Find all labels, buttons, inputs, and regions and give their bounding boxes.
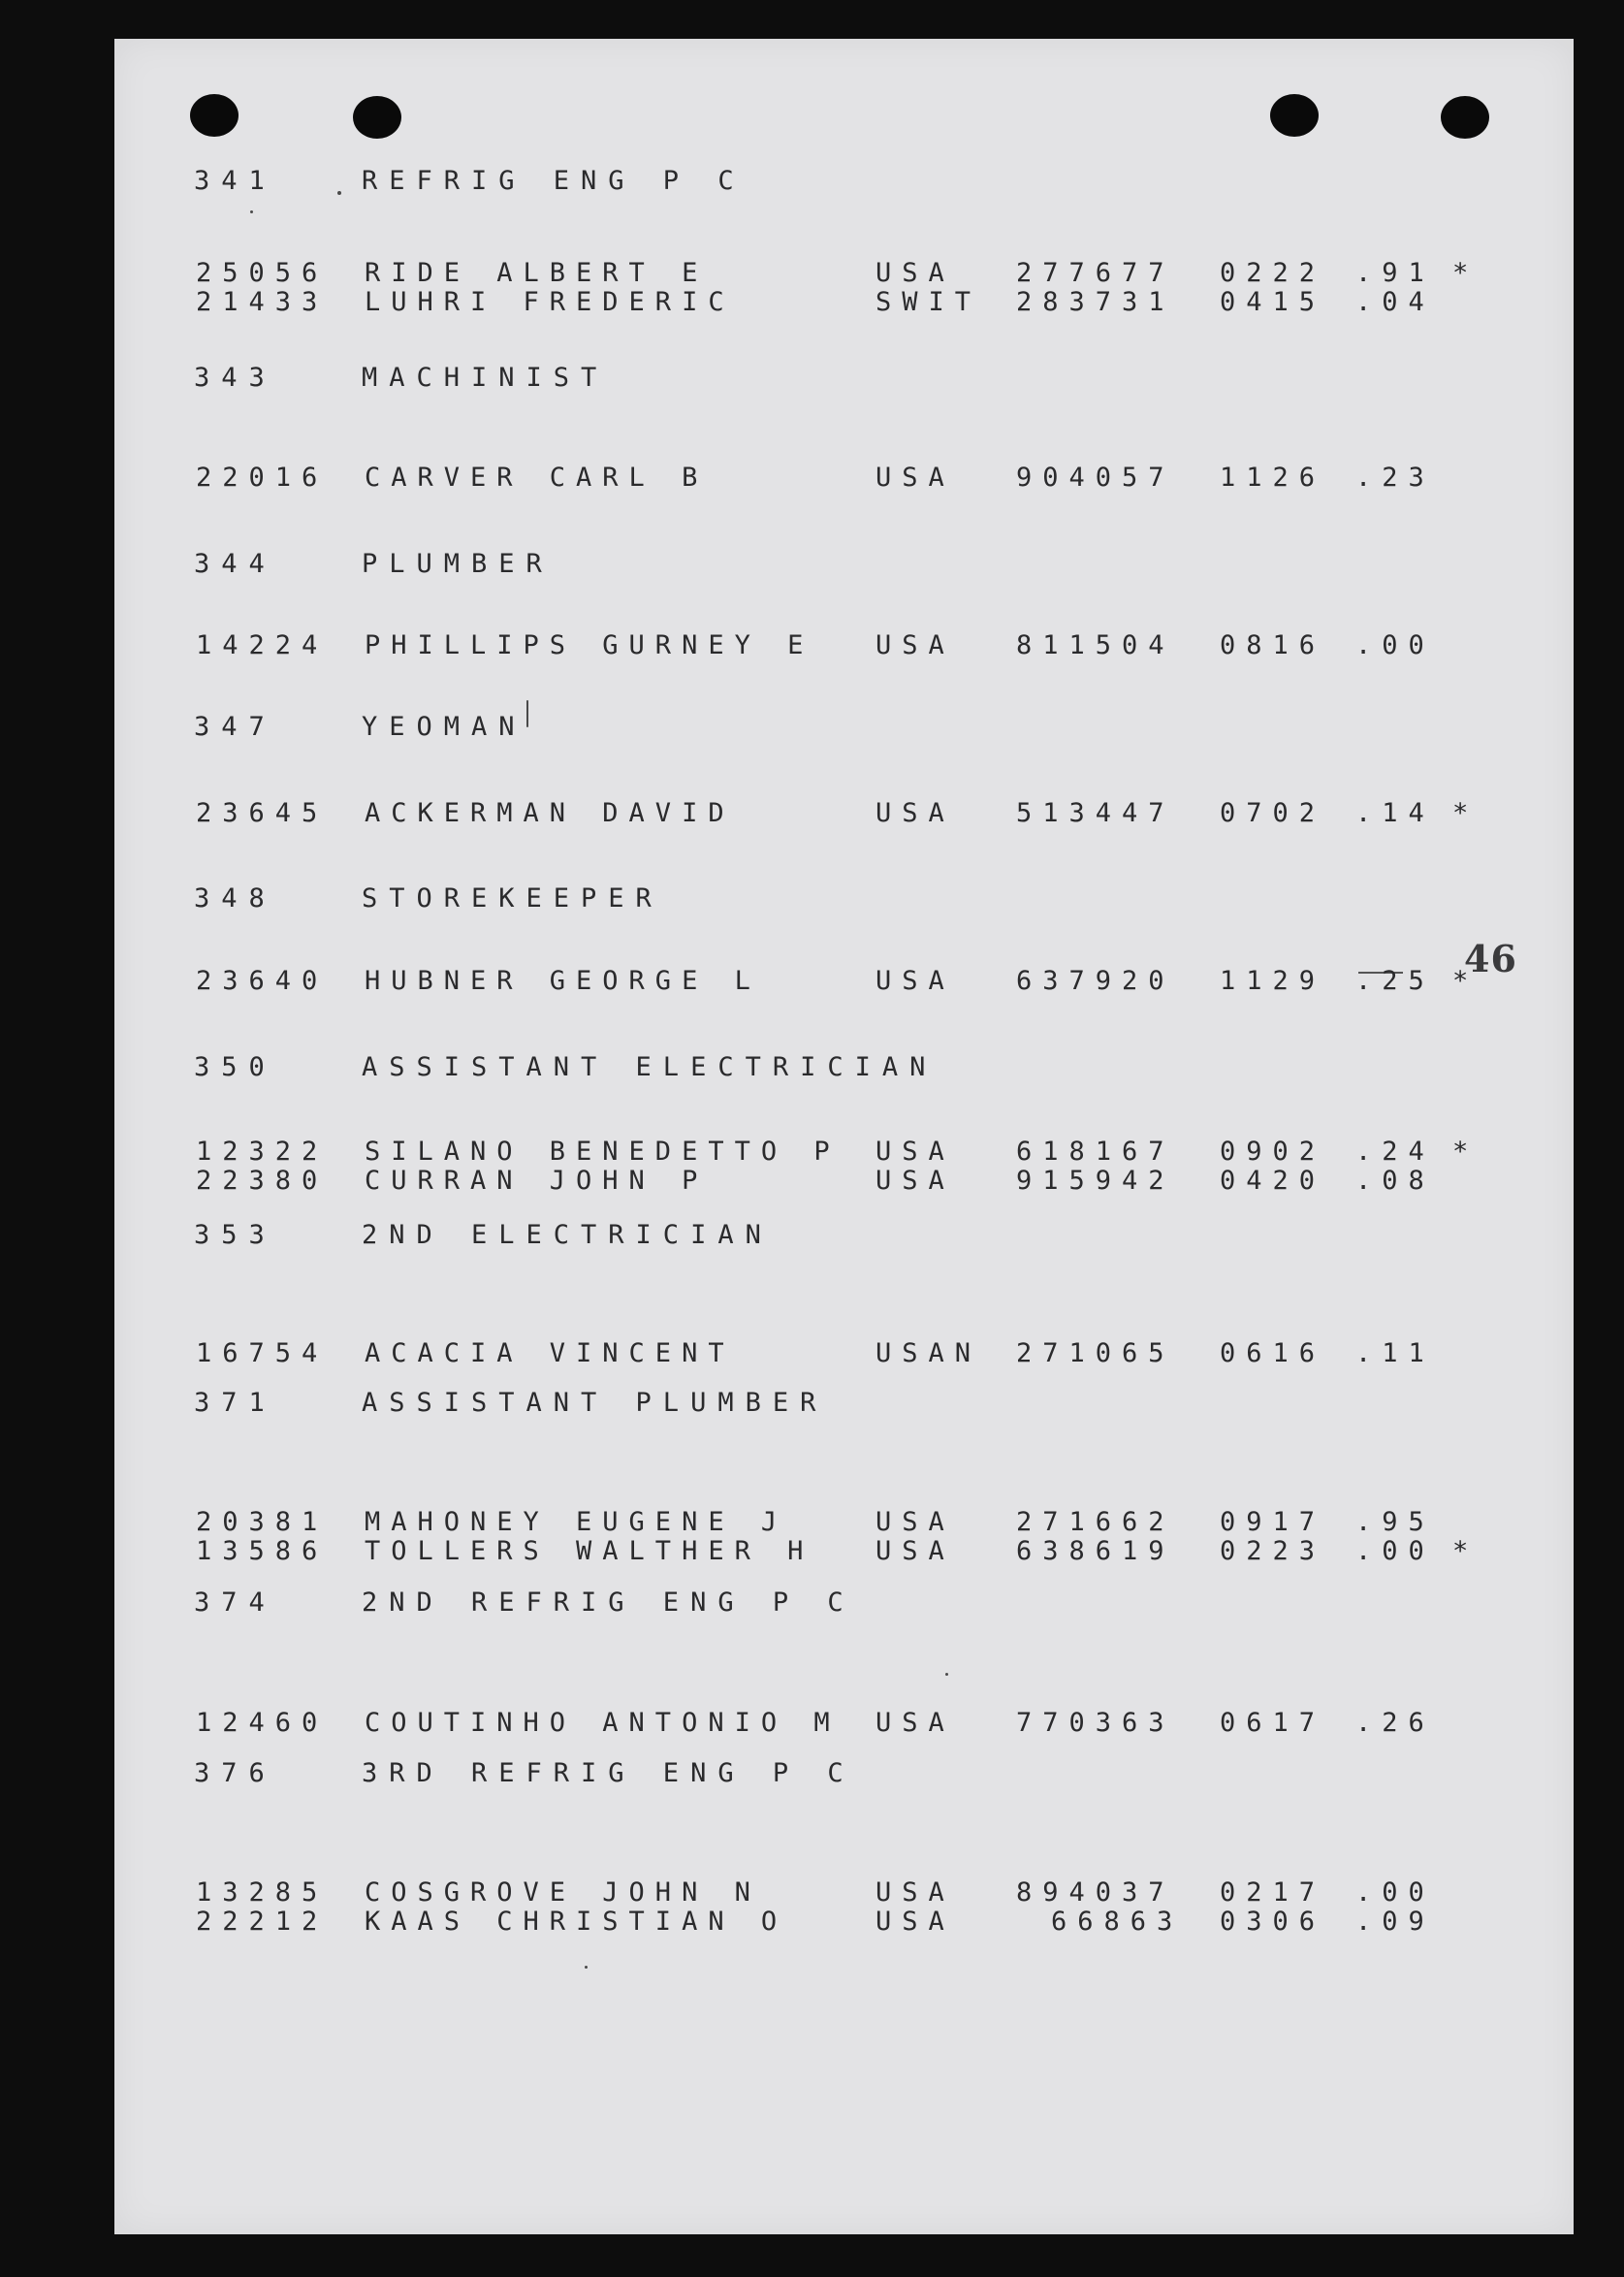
category-title: 3RD REFRIG ENG P C [362, 1758, 855, 1788]
record-amount: .09 [1355, 1907, 1435, 1937]
record-date: 0223 [1220, 1536, 1326, 1566]
record-id: 513447 [1016, 798, 1175, 828]
category-title: PLUMBER [362, 549, 554, 579]
record-date: 0917 [1220, 1507, 1326, 1537]
record-id: 271662 [1016, 1507, 1175, 1537]
record-amount: .04 [1355, 287, 1435, 317]
punch-hole [353, 96, 401, 139]
record-number: 20381 [196, 1507, 329, 1537]
record-name: LUHRI FREDERIC [365, 287, 735, 317]
handwritten-page-number: 46 [1464, 937, 1517, 980]
record-id: 904057 [1016, 463, 1175, 493]
record-name: ACACIA VINCENT [365, 1338, 735, 1368]
record-number: 16754 [196, 1338, 329, 1368]
record-date: 0616 [1220, 1338, 1326, 1368]
record-amount: .91 [1355, 258, 1435, 288]
record-id: 770363 [1016, 1708, 1175, 1738]
record-number: 23645 [196, 798, 329, 828]
category-code: 350 [194, 1052, 276, 1082]
record-nationality: USA [876, 630, 955, 660]
record-nationality: SWIT [876, 287, 982, 317]
category-code: 341 [194, 166, 276, 196]
record-date: 0420 [1220, 1166, 1326, 1196]
record-nationality: USA [876, 1536, 955, 1566]
record-id: 277677 [1016, 258, 1175, 288]
record-number: 12322 [196, 1137, 329, 1167]
record-id: 618167 [1016, 1137, 1175, 1167]
record-nationality: USA [876, 1877, 955, 1908]
record-name: KAAS CHRISTIAN O [365, 1907, 788, 1937]
category-title: MACHINIST [362, 363, 609, 393]
record-nationality: USA [876, 798, 955, 828]
record-name: HUBNER GEORGE L [365, 966, 761, 996]
record-name: COUTINHO ANTONIO M [365, 1708, 841, 1738]
category-code: 348 [194, 883, 276, 914]
record-asterisk-mark: * [1452, 1536, 1480, 1566]
record-asterisk-mark: * [1452, 1137, 1480, 1167]
record-date: 0415 [1220, 287, 1326, 317]
record-name: SILANO BENEDETTO P [365, 1137, 841, 1167]
record-date: 0222 [1220, 258, 1326, 288]
category-code: 371 [194, 1388, 276, 1418]
record-name: PHILLIPS GURNEY E [365, 630, 814, 660]
record-number: 13586 [196, 1536, 329, 1566]
record-date: 1129 [1220, 966, 1326, 996]
record-id: 283731 [1016, 287, 1175, 317]
category-code: 376 [194, 1758, 276, 1788]
record-nationality: USA [876, 1137, 955, 1167]
record-date: 0702 [1220, 798, 1326, 828]
record-date: 0902 [1220, 1137, 1326, 1167]
record-number: 12460 [196, 1708, 329, 1738]
category-title: 2ND REFRIG ENG P C [362, 1587, 855, 1618]
record-amount: .00 [1355, 630, 1435, 660]
record-id: 637920 [1016, 966, 1175, 996]
record-amount: .00 [1355, 1536, 1435, 1566]
category-title: STOREKEEPER [362, 883, 663, 914]
record-amount: .00 [1355, 1877, 1435, 1908]
record-nationality: USA [876, 463, 955, 493]
record-number: 22380 [196, 1166, 329, 1196]
record-id: 894037 [1016, 1877, 1175, 1908]
record-nationality: USAN [876, 1338, 982, 1368]
record-date: 0816 [1220, 630, 1326, 660]
record-nationality: USA [876, 966, 955, 996]
record-asterisk-mark: * [1452, 258, 1480, 288]
punch-hole [1270, 94, 1319, 137]
record-date: 0217 [1220, 1877, 1326, 1908]
record-nationality: USA [876, 1166, 955, 1196]
record-asterisk-mark: * [1452, 798, 1480, 828]
category-title: 2ND ELECTRICIAN [362, 1220, 773, 1250]
record-nationality: USA [876, 1907, 955, 1937]
category-code: 344 [194, 549, 276, 579]
record-number: 23640 [196, 966, 329, 996]
record-amount: .95 [1355, 1507, 1435, 1537]
record-number: 22016 [196, 463, 329, 493]
record-id: 638619 [1016, 1536, 1175, 1566]
category-title: REFRIG ENG P C [362, 166, 746, 196]
category-code: 374 [194, 1587, 276, 1618]
record-asterisk-mark: * [1452, 966, 1480, 996]
record-name: ACKERMAN DAVID [365, 798, 735, 828]
record-amount: .25 [1355, 966, 1435, 996]
record-number: 21433 [196, 287, 329, 317]
category-code: 347 [194, 712, 276, 742]
record-number: 13285 [196, 1877, 329, 1908]
record-amount: .11 [1355, 1338, 1435, 1368]
record-amount: .23 [1355, 463, 1435, 493]
record-amount: .26 [1355, 1708, 1435, 1738]
category-code: 343 [194, 363, 276, 393]
punch-hole [1441, 96, 1489, 139]
document-page [114, 39, 1574, 2234]
record-amount: .08 [1355, 1166, 1435, 1196]
record-id: 271065 [1016, 1338, 1175, 1368]
record-name: CARVER CARL B [365, 463, 709, 493]
record-name: RIDE ALBERT E [365, 258, 709, 288]
record-nationality: USA [876, 1507, 955, 1537]
record-id: 915942 [1016, 1166, 1175, 1196]
record-number: 14224 [196, 630, 329, 660]
record-date: 0306 [1220, 1907, 1326, 1937]
punch-hole [190, 94, 239, 137]
record-amount: .14 [1355, 798, 1435, 828]
record-nationality: USA [876, 258, 955, 288]
category-title: ASSISTANT ELECTRICIAN [362, 1052, 938, 1082]
record-nationality: USA [876, 1708, 955, 1738]
record-id: 811504 [1016, 630, 1175, 660]
category-title: ASSISTANT PLUMBER [362, 1388, 828, 1418]
record-name: COSGROVE JOHN N [365, 1877, 761, 1908]
record-amount: .24 [1355, 1137, 1435, 1167]
record-id: 66863 [1051, 1907, 1184, 1937]
record-name: TOLLERS WALTHER H [365, 1536, 814, 1566]
record-number: 22212 [196, 1907, 329, 1937]
record-date: 0617 [1220, 1708, 1326, 1738]
category-code: 353 [194, 1220, 276, 1250]
category-title: YEOMAN [362, 712, 526, 742]
record-date: 1126 [1220, 463, 1326, 493]
record-name: CURRAN JOHN P [365, 1166, 709, 1196]
record-number: 25056 [196, 258, 329, 288]
record-name: MAHONEY EUGENE J [365, 1507, 788, 1537]
